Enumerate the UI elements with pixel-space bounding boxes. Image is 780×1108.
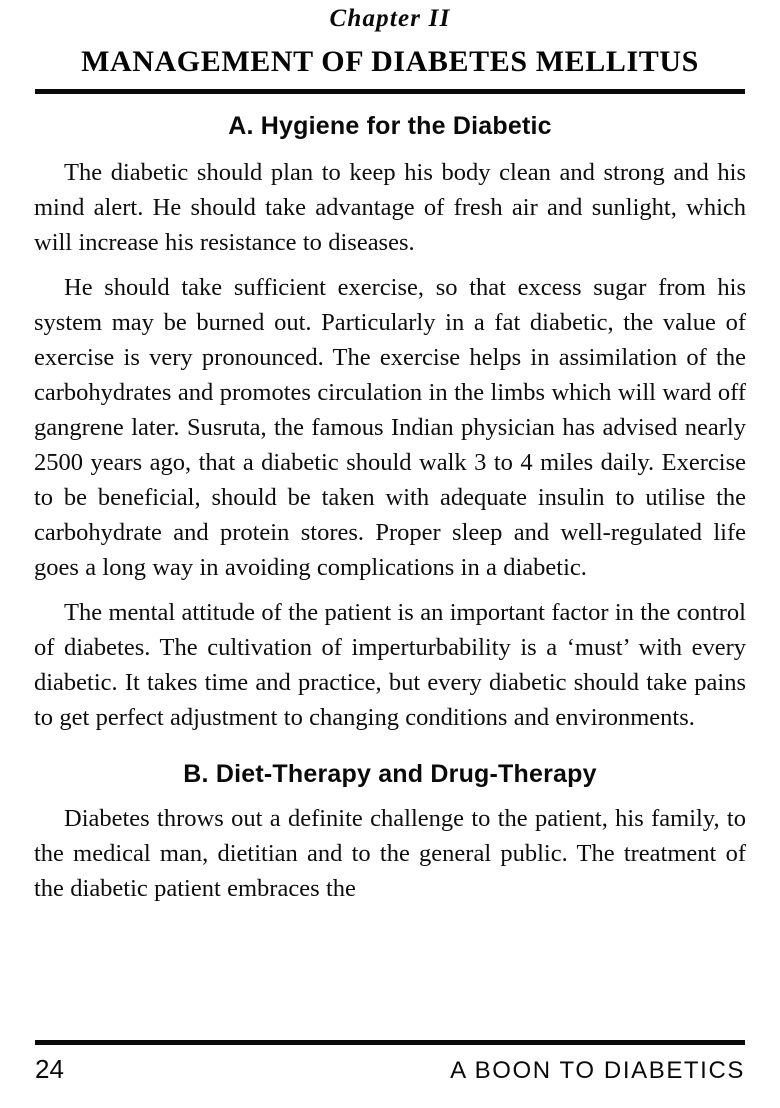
paragraph: The diabetic should plan to keep his body clean and strong and his mind alert. He should take advantage of fresh air and sunlight, which will increase his resistance to diseases. [34,158,746,256]
running-head: A BOON TO DIABETICS [450,1057,745,1084]
title-divider [35,89,745,94]
paragraph: Diabetes throws out a definite challenge to the patient, his family, to the medical man, dietitian and to the general public. The treatment of the diabetic patient embraces the [34,804,746,902]
section-a-body [34,155,746,735]
chapter-label: Chapter II [329,5,451,32]
paragraph: The mental attitude of the patient is an important factor in the control of diabetes. The cultivation of imperturbability is a ‘must’ with every diabetic. It takes time and practice, but every diabetic should take pains to get perfect adjustment to changing conditions and environments. [34,598,746,731]
section-heading-b: B. Diet-Therapy and Drug-Therapy [183,759,597,788]
section-heading-a: A. Hygiene for the Diabetic [228,111,552,140]
page-title: MANAGEMENT OF DIABETES MELLITUS [81,45,699,78]
section-b-body [34,801,746,906]
page-footer [0,1040,780,1108]
paragraph: He should take sufficient exercise, so that excess sugar from his system may be burned out. Particularly in a fat diabetic, the value of exercise is very pronounced. The exercise helps in assimilation of the carbohydrates and promotes circulation in the limbs which will ward off gangrene later. Susruta, the famous Indian physician has advised nearly 2500 years ago, that a diabetic should walk 3 to 4 miles daily. Exercise to be beneficial, should be taken with adequate insulin to utilise the carbohydrate and protein stores. Proper sleep and well-regulated life goes a long way in avoiding complications in a diabetic. [34,273,746,581]
page-number: 24 [35,1054,64,1084]
footer-row [35,1054,745,1085]
footer-divider [35,1040,745,1045]
